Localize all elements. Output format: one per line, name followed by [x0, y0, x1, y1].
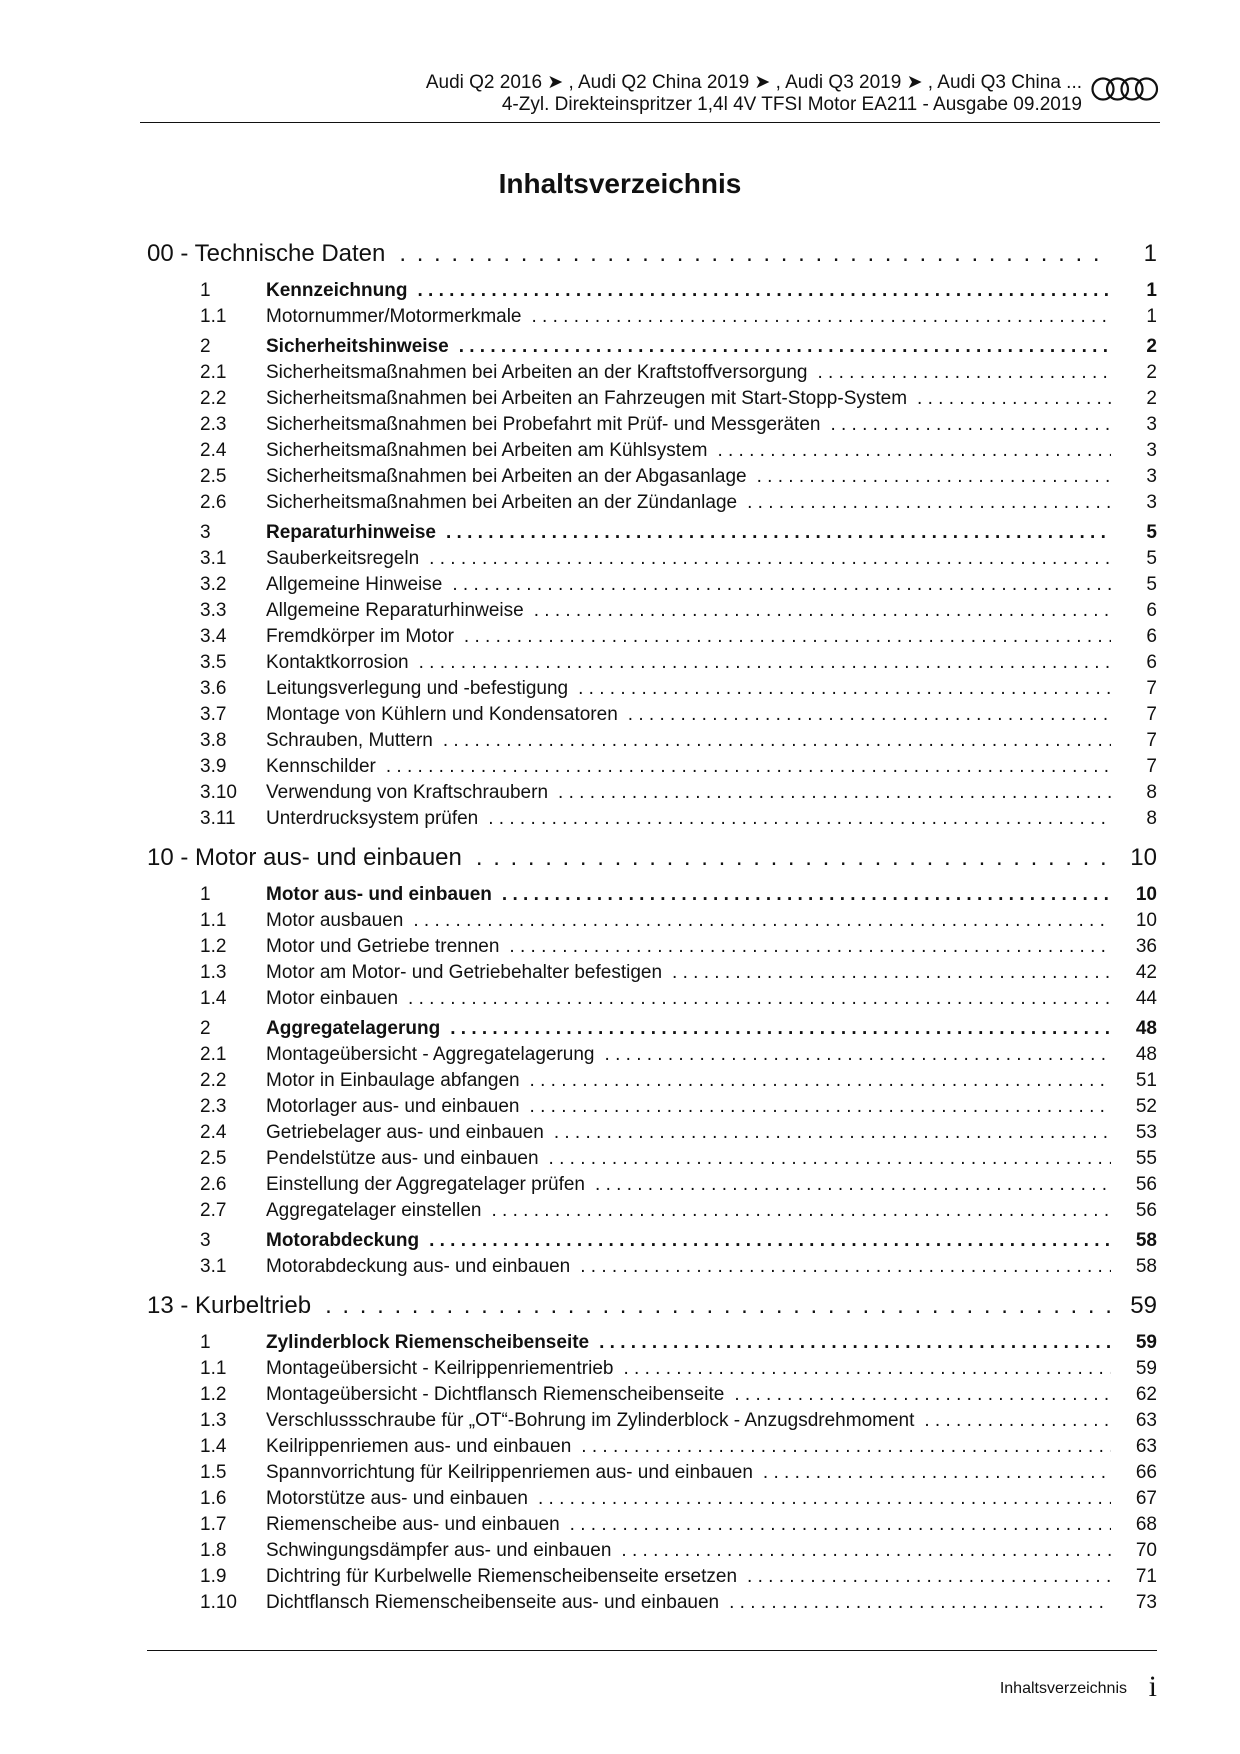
toc-entry-title: Allgemeine Reparaturhinweise [266, 600, 524, 621]
toc-page-number: 8 [1146, 782, 1157, 803]
toc-item-row[interactable] [147, 1358, 1157, 1384]
toc-entry-number: 3.6 [200, 678, 227, 699]
toc-item-row[interactable] [147, 1044, 1157, 1070]
toc-entry-title: Einstellung der Aggregatelager prüfen [266, 1174, 586, 1195]
toc-page-number: 7 [1146, 704, 1157, 725]
toc-entry-number: 1.7 [200, 1514, 227, 1535]
toc-entry-number: 3.9 [200, 756, 227, 777]
toc-chapter-row[interactable] [147, 1292, 1157, 1328]
toc-page-number: 10 [1135, 910, 1157, 931]
toc-page-number: 10 [1135, 884, 1157, 905]
dot-leader [747, 1566, 1111, 1588]
toc-entry-number: 1.6 [200, 1488, 227, 1509]
toc-entry-number: 1 [200, 280, 211, 301]
dot-leader [558, 782, 1111, 804]
dot-leader [408, 988, 1111, 1010]
toc-page-number: 48 [1135, 1018, 1157, 1039]
toc-page-number: 36 [1135, 936, 1157, 957]
toc-item-row[interactable] [147, 388, 1157, 414]
toc-item-row[interactable] [147, 808, 1157, 834]
toc-entry-number: 3.10 [200, 782, 237, 803]
toc-entry-title: Sicherheitsmaßnahmen bei Probefahrt mit Prüf- und Messgeräten [266, 414, 821, 435]
toc-entry-title: Zylinderblock Riemenscheibenseite [266, 1332, 590, 1353]
toc-page-number: 5 [1146, 548, 1157, 569]
toc-entry-number: 2.4 [200, 1122, 227, 1143]
toc-entry-number: 1.4 [200, 1436, 227, 1457]
toc-chapter-row[interactable] [147, 844, 1157, 880]
toc-entry-title: Schrauben, Muttern [266, 730, 433, 751]
toc-entry-number: 1.8 [200, 1540, 227, 1561]
toc-entry-title: Dichtflansch Riemenscheibenseite aus- und einbauen [266, 1592, 720, 1613]
dot-leader [413, 910, 1111, 932]
toc-entry-title: Kontaktkorrosion [266, 652, 409, 673]
toc-section-row[interactable] [147, 884, 1157, 910]
toc-entry-number: 3.1 [200, 548, 227, 569]
toc-page-number: 58 [1135, 1256, 1157, 1277]
toc-entry-number: 2.2 [200, 1070, 227, 1091]
toc-item-row[interactable] [147, 1070, 1157, 1096]
dot-leader [605, 1044, 1111, 1066]
toc-entry-title: Aggregatelager einstellen [266, 1200, 482, 1221]
toc-item-row[interactable] [147, 1566, 1157, 1592]
dot-leader [595, 1174, 1111, 1196]
toc-entry-number: 1.1 [200, 910, 227, 931]
toc-item-row[interactable] [147, 936, 1157, 962]
toc-entry-title: Sicherheitsmaßnahmen bei Arbeiten an Fahrzeugen mit Start-Stopp-System [266, 388, 908, 409]
toc-entry-number: 1.9 [200, 1566, 227, 1587]
toc-page-number: 6 [1146, 600, 1157, 621]
toc-entry-number: 1.2 [200, 936, 227, 957]
toc-page-number: 56 [1135, 1200, 1157, 1221]
page-title: Inhaltsverzeichnis [498, 168, 742, 199]
toc-entry-title: Riemenscheibe aus- und einbauen [266, 1514, 560, 1535]
toc-entry-title: Montageübersicht - Dichtflansch Riemenscheibenseite [266, 1384, 725, 1405]
toc-page-number: 7 [1146, 730, 1157, 751]
toc-item-row[interactable] [147, 1200, 1157, 1226]
toc-page-number: 59 [1130, 1292, 1157, 1319]
toc-page-number: 52 [1135, 1096, 1157, 1117]
dot-leader [570, 1514, 1111, 1536]
toc-entry-title: 13 - Kurbeltrieb [147, 1292, 312, 1319]
toc-entry-number: 3.7 [200, 704, 227, 725]
toc-item-row[interactable] [147, 414, 1157, 440]
dot-leader [429, 1230, 1111, 1252]
toc-section-row[interactable] [147, 1332, 1157, 1358]
toc-entry-title: 10 - Motor aus- und einbauen [147, 844, 462, 871]
dot-leader [578, 678, 1111, 700]
toc-entry-number: 1.1 [200, 306, 227, 327]
toc-entry-title: Montageübersicht - Aggregatelagerung [266, 1044, 595, 1065]
toc-entry-title: Motorstütze aus- und einbauen [266, 1488, 528, 1509]
dot-leader [757, 466, 1111, 488]
toc-page-number: 10 [1130, 844, 1157, 871]
toc-page-number: 1 [1146, 306, 1157, 327]
dot-leader [747, 492, 1111, 514]
toc-page-number: 51 [1135, 1070, 1157, 1091]
toc-page-number: 56 [1135, 1174, 1157, 1195]
toc-entry-title: Motorabdeckung aus- und einbauen [266, 1256, 571, 1277]
dot-leader [399, 240, 1111, 268]
dot-leader [502, 884, 1111, 906]
toc-page-number: 3 [1146, 492, 1157, 513]
toc-page-number: 5 [1146, 574, 1157, 595]
toc-item-row[interactable] [147, 652, 1157, 678]
toc-entry-title: Verschlussschraube für „OT“-Bohrung im Zylinderblock - Anzugsdrehmoment [266, 1410, 915, 1431]
toc-page-number: 53 [1135, 1122, 1157, 1143]
toc-item-row[interactable] [147, 466, 1157, 492]
toc-entry-number: 1.10 [200, 1592, 237, 1613]
toc-entry-number: 2.2 [200, 388, 227, 409]
toc-entry-number: 3.8 [200, 730, 227, 751]
toc-page-number: 44 [1135, 988, 1157, 1009]
toc-entry-title: Kennzeichnung [266, 280, 408, 301]
dot-leader [386, 756, 1111, 778]
toc-item-row[interactable] [147, 1488, 1157, 1514]
toc-page-number: 62 [1135, 1384, 1157, 1405]
toc-entry-number: 3 [200, 522, 211, 543]
toc-entry-title: Motor aus- und einbauen [266, 884, 492, 905]
toc-entry-title: Montageübersicht - Keilrippenriementrieb [266, 1358, 614, 1379]
toc-entry-number: 1.3 [200, 962, 227, 983]
toc-entry-number: 2 [200, 336, 211, 357]
toc-entry-number: 1.3 [200, 1410, 227, 1431]
dot-leader [488, 808, 1111, 830]
toc-page-number: 58 [1135, 1230, 1157, 1251]
dot-leader [530, 1070, 1111, 1092]
toc-item-row[interactable] [147, 362, 1157, 388]
toc-item-row[interactable] [147, 756, 1157, 782]
toc-entry-title: Getriebelager aus- und einbauen [266, 1122, 544, 1143]
toc-entry-title: Motor ausbauen [266, 910, 404, 931]
dot-leader [599, 1332, 1111, 1354]
dot-leader [763, 1462, 1111, 1484]
toc-entry-title: Motor und Getriebe trennen [266, 936, 500, 957]
toc-entry-title: Aggregatelagerung [266, 1018, 441, 1039]
toc-item-row[interactable] [147, 730, 1157, 756]
toc-item-row[interactable] [147, 1384, 1157, 1410]
toc-page-number: 1 [1146, 280, 1157, 301]
toc-item-row[interactable] [147, 1122, 1157, 1148]
toc-page-number: 3 [1146, 440, 1157, 461]
dot-leader [554, 1122, 1111, 1144]
toc-page-number: 73 [1135, 1592, 1157, 1613]
toc-entry-title: Sicherheitsmaßnahmen bei Arbeiten an der Abgasanlage [266, 466, 747, 487]
toc-item-row[interactable] [147, 1540, 1157, 1566]
toc-item-row[interactable] [147, 548, 1157, 574]
toc-entry-title: Montage von Kühlern und Kondensatoren [266, 704, 618, 725]
dot-leader [429, 548, 1111, 570]
toc-page-number: 42 [1135, 962, 1157, 983]
toc-entry-title: Keilrippenriemen aus- und einbauen [266, 1436, 572, 1457]
toc-page-number: 59 [1135, 1358, 1157, 1379]
toc-entry-title: Leitungsverlegung und -befestigung [266, 678, 569, 699]
toc-entry-title: Allgemeine Hinweise [266, 574, 443, 595]
toc-page-number: 7 [1146, 756, 1157, 777]
dot-leader [581, 1436, 1111, 1458]
dot-leader [672, 962, 1111, 984]
toc-section-row[interactable] [147, 1018, 1157, 1044]
toc-item-row[interactable] [147, 306, 1157, 332]
toc-entry-title: Dichtring für Kurbelwelle Riemenscheibenseite ersetzen [266, 1566, 738, 1587]
toc-item-row[interactable] [147, 1410, 1157, 1436]
toc-page-number: 66 [1135, 1462, 1157, 1483]
toc-page-number: 68 [1135, 1514, 1157, 1535]
toc-item-row[interactable] [147, 1462, 1157, 1488]
toc-page-number: 71 [1135, 1566, 1157, 1587]
dot-leader [464, 626, 1111, 648]
toc-entry-number: 2.3 [200, 414, 227, 435]
toc-chapter-row[interactable] [147, 240, 1157, 276]
toc-entry-title: Sauberkeitsregeln [266, 548, 420, 569]
dot-leader [623, 1358, 1111, 1380]
footer-label: Inhaltsverzeichnis [999, 1680, 1127, 1697]
dot-leader [734, 1384, 1111, 1406]
dot-leader [476, 844, 1111, 872]
dot-leader [325, 1292, 1111, 1320]
toc-entry-number: 3.11 [200, 808, 236, 829]
toc-page-number: 3 [1146, 414, 1157, 435]
toc-item-row[interactable] [147, 600, 1157, 626]
toc-item-row[interactable] [147, 678, 1157, 704]
dot-leader [450, 1018, 1111, 1040]
toc-item-row[interactable] [147, 1174, 1157, 1200]
table-of-contents [147, 240, 1157, 1618]
dot-leader [717, 440, 1111, 462]
toc-page-number: 7 [1146, 678, 1157, 699]
toc-entry-title: Sicherheitsmaßnahmen bei Arbeiten an der Zündanlage [266, 492, 738, 513]
toc-section-row[interactable] [147, 1230, 1157, 1256]
toc-entry-title: Motorlager aus- und einbauen [266, 1096, 520, 1117]
toc-entry-title: Fremdkörper im Motor [266, 626, 454, 647]
toc-entry-number: 1.1 [200, 1358, 227, 1379]
toc-entry-number: 1.5 [200, 1462, 227, 1483]
toc-item-row[interactable] [147, 1514, 1157, 1540]
toc-page-number: 2 [1146, 336, 1157, 357]
toc-item-row[interactable] [147, 440, 1157, 466]
toc-page-number: 6 [1146, 652, 1157, 673]
toc-item-row[interactable] [147, 1096, 1157, 1122]
toc-item-row[interactable] [147, 1436, 1157, 1462]
toc-entry-title: Motorabdeckung [266, 1230, 420, 1251]
toc-entry-title: Unterdrucksystem prüfen [266, 808, 479, 829]
toc-page-number: 6 [1146, 626, 1157, 647]
toc-item-row[interactable] [147, 704, 1157, 730]
dot-leader [628, 704, 1111, 726]
dot-leader [459, 336, 1111, 358]
toc-entry-number: 2.7 [200, 1200, 227, 1221]
toc-page-number: 5 [1146, 522, 1157, 543]
toc-entry-title: Schwingungsdämpfer aus- und einbauen [266, 1540, 612, 1561]
toc-item-row[interactable] [147, 962, 1157, 988]
toc-entry-number: 2 [200, 1018, 211, 1039]
dot-leader [621, 1540, 1111, 1562]
toc-page-number: 1 [1143, 240, 1157, 267]
toc-page-number: 48 [1135, 1044, 1157, 1065]
dot-leader [538, 1488, 1111, 1510]
dot-leader [452, 574, 1111, 596]
toc-entry-title: Sicherheitshinweise [266, 336, 449, 357]
toc-page-number: 2 [1146, 388, 1157, 409]
toc-entry-number: 2.5 [200, 1148, 227, 1169]
toc-entry-number: 2.1 [200, 1044, 227, 1065]
toc-page-number: 55 [1135, 1148, 1157, 1169]
dot-leader [534, 600, 1111, 622]
toc-page-number: 63 [1135, 1436, 1157, 1457]
toc-entry-title: Verwendung von Kraftschraubern [266, 782, 549, 803]
header-vehicle-line: Audi Q2 2016 ➤ , Audi Q2 China 2019 ➤ , Audi Q3 2019 ➤ , Audi Q3 China ... [425, 72, 1082, 93]
toc-entry-title: Spannvorrichtung für Keilrippenriemen aus- und einbauen [266, 1462, 753, 1483]
toc-entry-title: 00 - Technische Daten [147, 240, 386, 267]
toc-entry-number: 3.5 [200, 652, 227, 673]
toc-entry-title: Kennschilder [266, 756, 376, 777]
footer-divider [147, 1650, 1157, 1651]
toc-item-row[interactable] [147, 574, 1157, 600]
footer-page-number: i [1148, 1670, 1157, 1703]
dot-leader [446, 522, 1111, 544]
toc-entry-number: 3.2 [200, 574, 227, 595]
toc-item-row[interactable] [147, 1256, 1157, 1282]
dot-leader [530, 1096, 1111, 1118]
toc-entry-number: 2.3 [200, 1096, 227, 1117]
toc-entry-title: Motornummer/Motormerkmale [266, 306, 522, 327]
dot-leader [443, 730, 1111, 752]
toc-item-row[interactable] [147, 1148, 1157, 1174]
toc-page-number: 2 [1146, 362, 1157, 383]
toc-entry-number: 1.2 [200, 1384, 227, 1405]
toc-entry-number: 2.6 [200, 1174, 227, 1195]
toc-entry-number: 2.1 [200, 362, 227, 383]
toc-section-row[interactable] [147, 336, 1157, 362]
toc-page-number: 59 [1135, 1332, 1157, 1353]
dot-leader [830, 414, 1111, 436]
toc-entry-number: 2.4 [200, 440, 227, 461]
dot-leader [817, 362, 1111, 384]
toc-item-row[interactable] [147, 492, 1157, 518]
toc-entry-title: Motor am Motor- und Getriebehalter befestigen [266, 962, 663, 983]
toc-page-number: 63 [1135, 1410, 1157, 1431]
audi-rings-logo-icon [1090, 76, 1160, 102]
header-divider [140, 122, 1160, 123]
toc-entry-number: 1.4 [200, 988, 227, 1009]
toc-item-row[interactable] [147, 1592, 1157, 1618]
toc-entry-number: 1 [200, 884, 211, 905]
toc-entry-title: Pendelstütze aus- und einbauen [266, 1148, 539, 1169]
dot-leader [580, 1256, 1111, 1278]
toc-page-number: 70 [1135, 1540, 1157, 1561]
toc-page-number: 3 [1146, 466, 1157, 487]
toc-entry-number: 3.3 [200, 600, 227, 621]
dot-leader [532, 306, 1112, 328]
header-lines [426, 72, 1082, 116]
toc-page-number: 67 [1135, 1488, 1157, 1509]
header-engine-line: 4-Zyl. Direkteinspritzer 1,4l 4V TFSI Motor EA211 - Ausgabe 09.2019 [501, 94, 1082, 115]
toc-entry-number: 1 [200, 1332, 211, 1353]
toc-entry-title: Sicherheitsmaßnahmen bei Arbeiten am Kühlsystem [266, 440, 708, 461]
toc-entry-title: Sicherheitsmaßnahmen bei Arbeiten an der Kraftstoffversorgung [266, 362, 808, 383]
toc-item-row[interactable] [147, 782, 1157, 808]
toc-entry-number: 3.1 [200, 1256, 227, 1277]
dot-leader [509, 936, 1111, 958]
toc-entry-number: 3.4 [200, 626, 227, 647]
toc-section-row[interactable] [147, 280, 1157, 306]
dot-leader [492, 1200, 1112, 1222]
page-header [140, 70, 1160, 126]
toc-item-row[interactable] [147, 626, 1157, 652]
toc-entry-number: 3 [200, 1230, 211, 1251]
page-footer [147, 1650, 1157, 1703]
dot-leader [549, 1148, 1111, 1170]
toc-item-row[interactable] [147, 988, 1157, 1014]
toc-entry-title: Motor in Einbaulage abfangen [266, 1070, 520, 1091]
toc-item-row[interactable] [147, 910, 1157, 936]
dot-leader [417, 280, 1111, 302]
toc-section-row[interactable] [147, 522, 1157, 548]
toc-entry-title: Motor einbauen [266, 988, 399, 1009]
toc-entry-number: 2.6 [200, 492, 227, 513]
toc-page-number: 8 [1146, 808, 1157, 829]
dot-leader [419, 652, 1111, 674]
toc-entry-title: Reparaturhinweise [266, 522, 436, 543]
dot-leader [917, 388, 1111, 410]
dot-leader [729, 1592, 1111, 1614]
toc-entry-number: 2.5 [200, 466, 227, 487]
dot-leader [924, 1410, 1111, 1432]
